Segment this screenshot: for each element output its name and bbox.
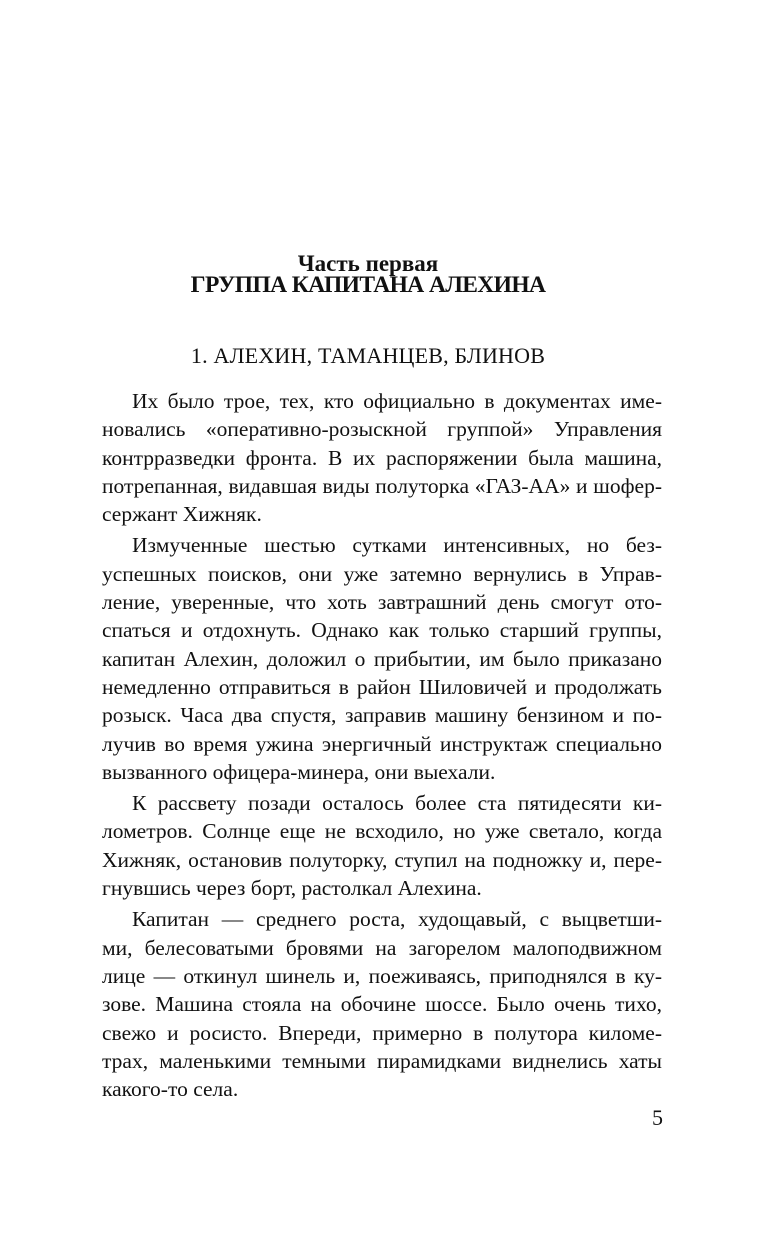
paragraph [102, 905, 662, 1103]
text-line: успешных поисков, они уже затемно вернулись в Управ- [102, 561, 662, 586]
body-text [102, 387, 662, 1103]
page-number: 5 [652, 1105, 663, 1130]
text-line: спаться и отдохнуть. Однако как только старший группы, [102, 618, 662, 643]
paragraph [102, 387, 662, 528]
text-line: вызванного офицера-минера, они выехали. [102, 759, 496, 784]
text-line: лице — откинул шинель и, поеживаясь, приподнялся в ку- [102, 963, 662, 988]
text-line: Капитан — среднего роста, худощавый, с выцветши- [132, 907, 662, 932]
part-title: Часть первая [297, 251, 439, 276]
text-line: ление, уверенные, что хоть завтрашний день смогут ото- [102, 590, 662, 615]
text-line: розыск. Часа два спустя, заправив машину бензином и по- [102, 703, 662, 728]
text-line: контрразведки фронта. В их распоряжении была машина, [102, 445, 662, 470]
text-line: капитан Алехин, доложил о прибытии, им было приказано [102, 646, 662, 671]
paragraph [102, 789, 662, 902]
text-line: Хижняк, остановив полуторку, ступил на подножку и, пере- [102, 847, 662, 872]
book-title: ГРУППА КАПИТАНА АЛЕХИНА [190, 272, 546, 298]
text-line: ми, белесоватыми бровями на загорелом малоподвижном [102, 935, 662, 960]
paragraph [102, 531, 662, 786]
text-line: какого-то села. [102, 1077, 239, 1102]
text-line: Их было трое, тех, кто официально в документах име- [132, 389, 662, 413]
text-line: немедленно отправиться в район Шиловичей и продолжать [102, 674, 662, 699]
text-line: потрепанная, видавшая виды полуторка «ГАЗ-АА» и шофер- [102, 473, 662, 498]
text-line: свежо и росисто. Впереди, примерно в полутора киломе- [102, 1020, 662, 1045]
chapter-title: 1. АЛЕХИН, ТАМАНЦЕВ, БЛИНОВ [190, 343, 546, 368]
text-line: сержант Хижняк. [102, 502, 262, 527]
text-line: лометров. Солнце еще не всходило, но уже светало, когда [102, 819, 662, 844]
text-line: гнувшись через борт, растолкал Алехина. [102, 876, 482, 901]
text-line: Измученные шестью сутками интенсивных, но без- [132, 533, 662, 558]
text-line: новались «оперативно-розыскной группой» Управления [102, 417, 662, 442]
text-line: К рассвету позади осталось более ста пятидесяти ки- [132, 791, 662, 816]
text-line: лучив во время ужина энергичный инструктаж специально [102, 731, 662, 756]
text-line: зове. Машина стояла на обочине шоссе. Было очень тихо, [102, 992, 662, 1017]
text-line: трах, маленькими темными пирамидками виднелись хаты [102, 1048, 662, 1073]
